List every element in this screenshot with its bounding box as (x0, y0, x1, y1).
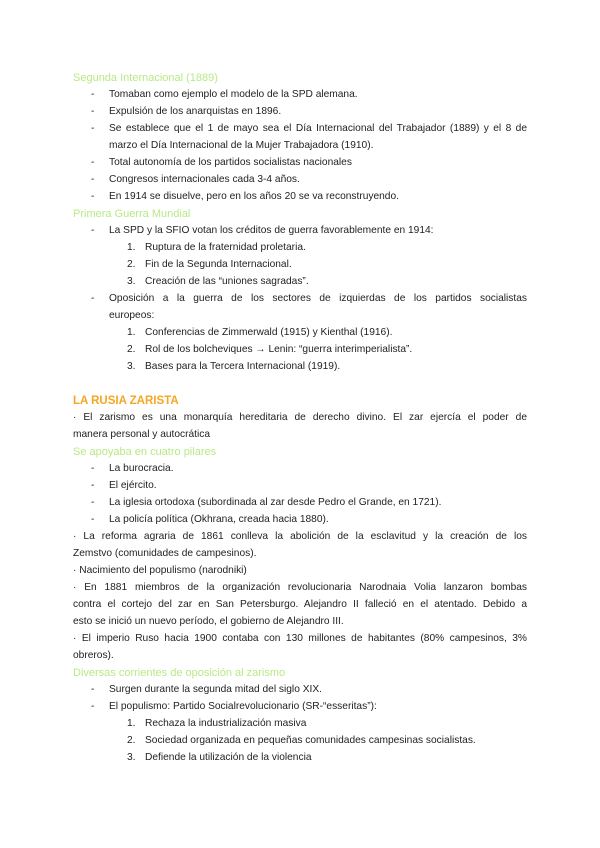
document-page: Segunda Internacional (1889) - Tomaban como ejemplo el modelo de la SPD alemana. - Expulsión de los anarquistas en 1896. - Se establece que el 1 de mayo sea el Día Internacional del Trabajador (1889) y el 8 de marzo el Día Internacional de la Mujer Trabajadora (1910). - Total autonomía de los partidos socialistas nacionales - Congresos internacionales cada 3-4 años. - En 1914 se disuelve, pero en los años 20 se va reconstruyendo. Primera Guerra Mundial - La SPD y la SFIO votan los créditos de guerra favorablemente en 1914: 1. Ruptura de la fraternidad proletaria. 2. Fin de la Segunda Internacional. 3. Creación de las “uniones sagradas”. - Oposición a la guerra de los sectores de izquierdas de los partidos socialistas europeos: 1. Conferencias de Zimmerwald (1915) y Kienthal (1916). 2. Rol de los bolcheviques → Lenin: “guerra interimperialista”. 3. Bases para la Tercera Internacional (1919). LA RUSIA ZARISTA · El zarismo es una monarquía hereditaria de derecho divino. El zar ejercía el poder de manera personal y autocrática Se apoyaba en cuatro pilares - La burocracia. - El ejército. - La iglesia ortodoxa (subordinada al zar desde Pedro el Grande, en 1721). - La policía política (Okhrana, creada hacia 1880). · La reforma agraria de 1861 conlleva la abolición de la esclavitud y la creación de los Zemstvo (comunidades de campesinos). · Nacimiento del populismo (narodniki) · En 1881 miembros de la organización revolucionaria Narodnaia Volia lanzaron bombas contra el cortejo del zar en San Petersburgo. Alejandro II falleció en el atentado. Debido a esto se inició un nuevo período, el gobierno de Alejandro III. · El imperio Ruso hacia 1900 contaba con 130 millones de habitantes (80% campesinos, 3% obreros). Diversas corrientes de oposición al zarismo - Surgen durante la segunda mitad del siglo XIX. - El populismo: Partido Socialrevolucionario (SR-“esseritas”): 1. Rechaza la industrialización masiva 2. Sociedad organizada en pequeñas comunidades campesinas socialistas. 3. Defiende la utilización de la violencia (73, 72, 527, 763)
